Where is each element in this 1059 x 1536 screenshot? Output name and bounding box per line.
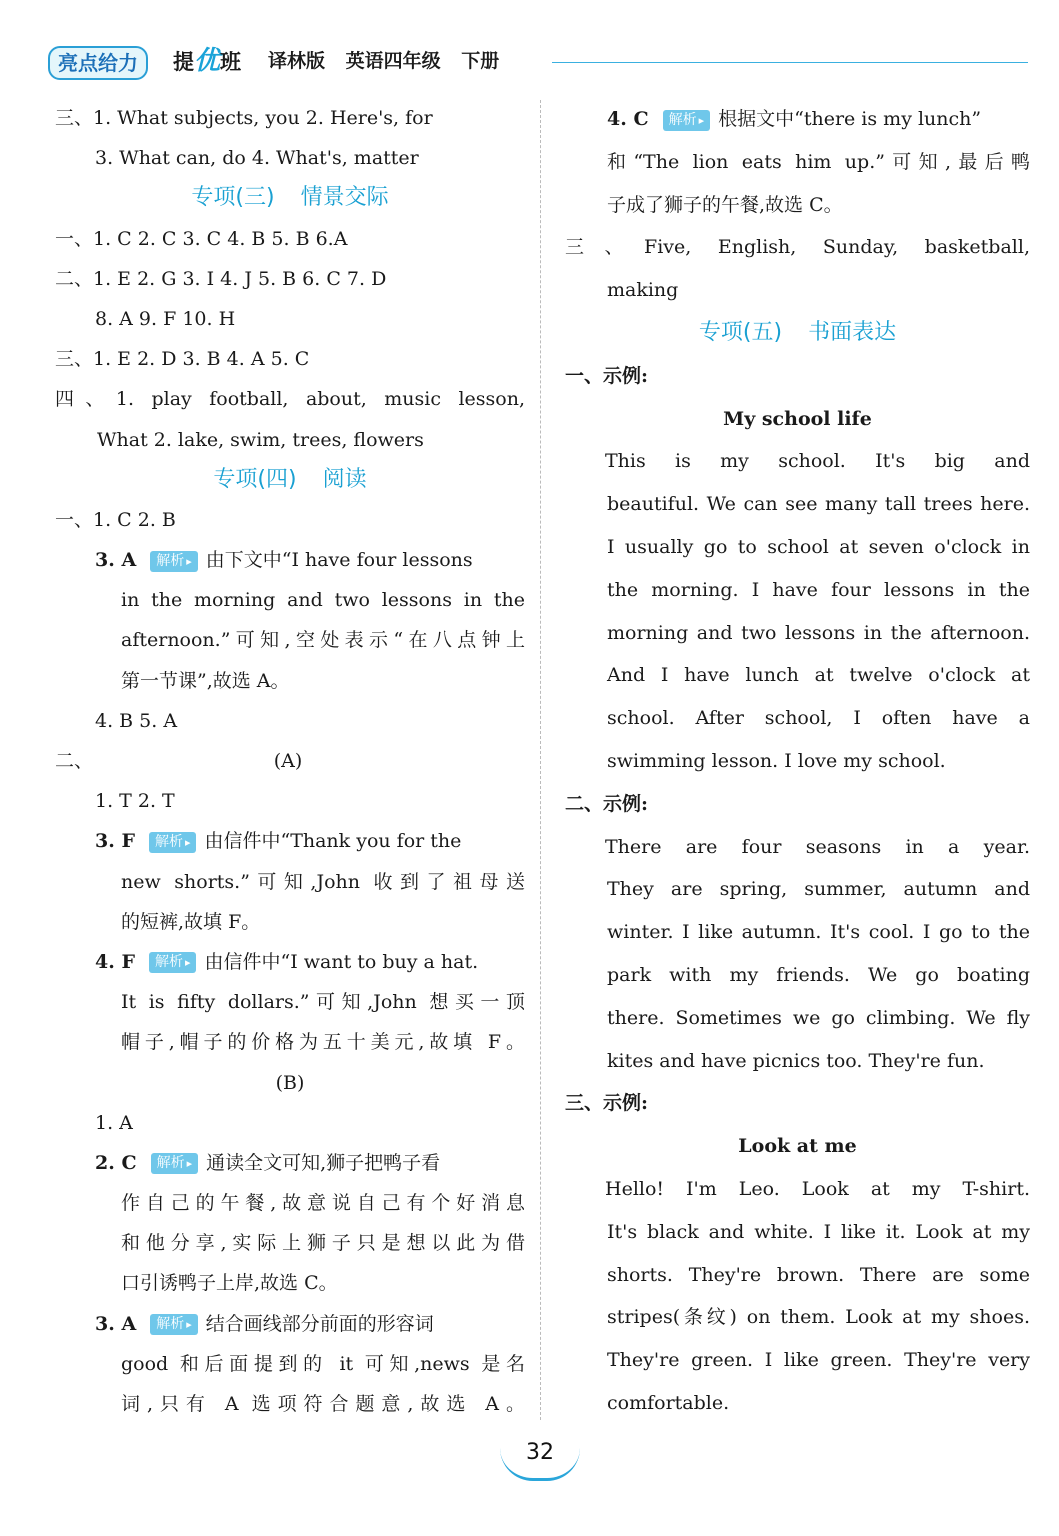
book-info: 译林版 英语四年级 下册 [268,50,500,72]
essay-line: This is my school. It's big and [605,450,1030,473]
part-heading: 二、 (A) [55,750,303,772]
explanation-line: 口引诱鸭子上岸,故选 C。 [121,1272,338,1295]
explanation-line: good 和后面提到的 it 可知,news 是名 [121,1352,525,1375]
series-title: 提优班 [173,46,242,76]
essay-line: It's black and white. I like it. Look at my [607,1220,1030,1243]
answer-line: 四、1. play football, about, music lesson, [55,388,525,411]
answer-line: What 2. lake, swim, trees, flowers [97,428,424,451]
column-divider [540,100,541,1420]
explained-answer: 2. C 解析 ▸ 通读全文可知,狮子把鸭子看 [55,1143,525,1183]
analysis-tag: 解析 ▸ [149,952,197,973]
analysis-tag: 解析 ▸ [150,1314,198,1335]
section-title: 专项(三) 情景交际 [191,185,389,211]
explanation-line: 帽子,帽子的价格为五十美元,故填 F。 [121,1031,525,1054]
explained-answer: 4. F 解析 ▸ 由信件中“I want to buy a hat. [55,942,525,982]
essay-line: beautiful. We can see many tall trees here. [607,493,1030,516]
explanation-line: 的短裤,故填 F。 [121,910,261,933]
explanation-line: 和他分享,实际上狮子只是想以此为借 [121,1232,525,1255]
essay-line: kites and have picnics too. They're fun. [607,1049,985,1072]
essay-line: I usually go to school at seven o'clock in [607,535,1030,558]
answer-line: 一、1. C 2. B [55,508,176,531]
answer-line: 3. What can, do 4. What's, matter [95,147,419,170]
essay-line: stripes(条纹) on them. Look at my shoes. [607,1306,1030,1329]
explanation-line: in the morning and two lessons in the [121,589,525,612]
essay-line: shorts. They're brown. There are some [607,1263,1030,1286]
analysis-tag: 解析 ▸ [663,110,711,131]
explained-answer: 3. A 解析 ▸ 由下文中“I have four lessons [55,540,525,580]
essay-line: Hello! I'm Leo. Look at my T-shirt. [605,1177,1030,1200]
answer-line: 三、1. What subjects, you 2. Here's, for [55,107,433,129]
part-heading: (B) [275,1071,305,1094]
explanation-line: 子成了狮子的午餐,故选 C。 [607,193,843,216]
essay-line: the morning. I have four lessons in the [607,578,1030,601]
essay-title: Look at me [738,1135,857,1158]
example-heading: 三、示例: [565,1092,649,1115]
essay-line: There are four seasons in a year. [605,835,1030,858]
header-rule [552,62,1028,63]
essay-line: And I have lunch at twelve o'clock at [607,664,1030,687]
section-title: 专项(四) 阅读 [213,466,367,492]
essay-title: My school life [723,407,872,430]
page-header [48,42,1028,80]
explanation-line: It is fifty dollars.”可知,John 想买一顶 [121,991,525,1014]
essay-line: They are spring, summer, autumn and [607,878,1030,901]
essay-line: swimming lesson. I love my school. [607,749,946,772]
essay-line: winter. I like autumn. It's cool. I go to the [607,921,1030,944]
explanation-line: 作自己的午餐,故意说自己有个好消息 [121,1192,525,1215]
example-heading: 一、示例: [565,364,649,387]
explained-answer: 3. A 解析 ▸ 结合画线部分前面的形容词 [55,1304,525,1344]
analysis-tag: 解析 ▸ [150,551,198,572]
essay-line: there. Sometimes we go climbing. We fly [607,1006,1030,1029]
explanation-line: 第一节课”,故选 A。 [121,669,290,692]
essay-line: morning and two lessons in the afternoon. [607,621,1030,644]
answer-line: 三、1. E 2. D 3. B 4. A 5. C [55,348,310,371]
explained-answer: 4. C 解析 ▸ 根据文中“there is my lunch” [565,98,1030,141]
analysis-tag: 解析 ▸ [149,832,197,853]
answer-line: 1. A [95,1111,133,1134]
answer-line: 三、Five, English, Sunday, basketball, [565,236,1030,259]
page-number: 32 [526,1440,554,1465]
essay-line: comfortable. [607,1391,730,1414]
answer-line: 一、1. C 2. C 3. C 4. B 5. B 6.A [55,227,348,250]
right-column [565,98,1030,1425]
answer-line: 8. A 9. F 10. H [95,307,236,330]
explanation-line: new shorts.”可知,John 收到了祖母送 [121,870,525,893]
section-title: 专项(五) 书面表达 [698,319,897,345]
essay-line: school. After school, I often have a [607,707,1030,730]
answer-line: 1. T 2. T [95,790,175,813]
explained-answer: 3. F 解析 ▸ 由信件中“Thank you for the [55,821,525,861]
left-column [55,98,525,1424]
essay-line: They're green. I like green. They're very [607,1349,1030,1372]
example-heading: 二、示例: [565,792,649,815]
essay-line: park with my friends. We go boating [607,963,1030,986]
analysis-tag: 解析 ▸ [151,1153,199,1174]
explanation-line: 词,只有 A 选项符合题意,故选 A。 [121,1393,525,1415]
answer-line: 二、1. E 2. G 3. I 4. J 5. B 6. C 7. D [55,267,387,290]
answer-line: 4. B 5. A [95,709,178,732]
explanation-line: afternoon.”可知,空处表示“在八点钟上 [121,629,525,652]
answer-line: making [607,279,679,302]
explanation-line: 和“The lion eats him up.”可知,最后鸭 [607,150,1030,173]
brand-badge: 亮点给力 [48,46,148,80]
